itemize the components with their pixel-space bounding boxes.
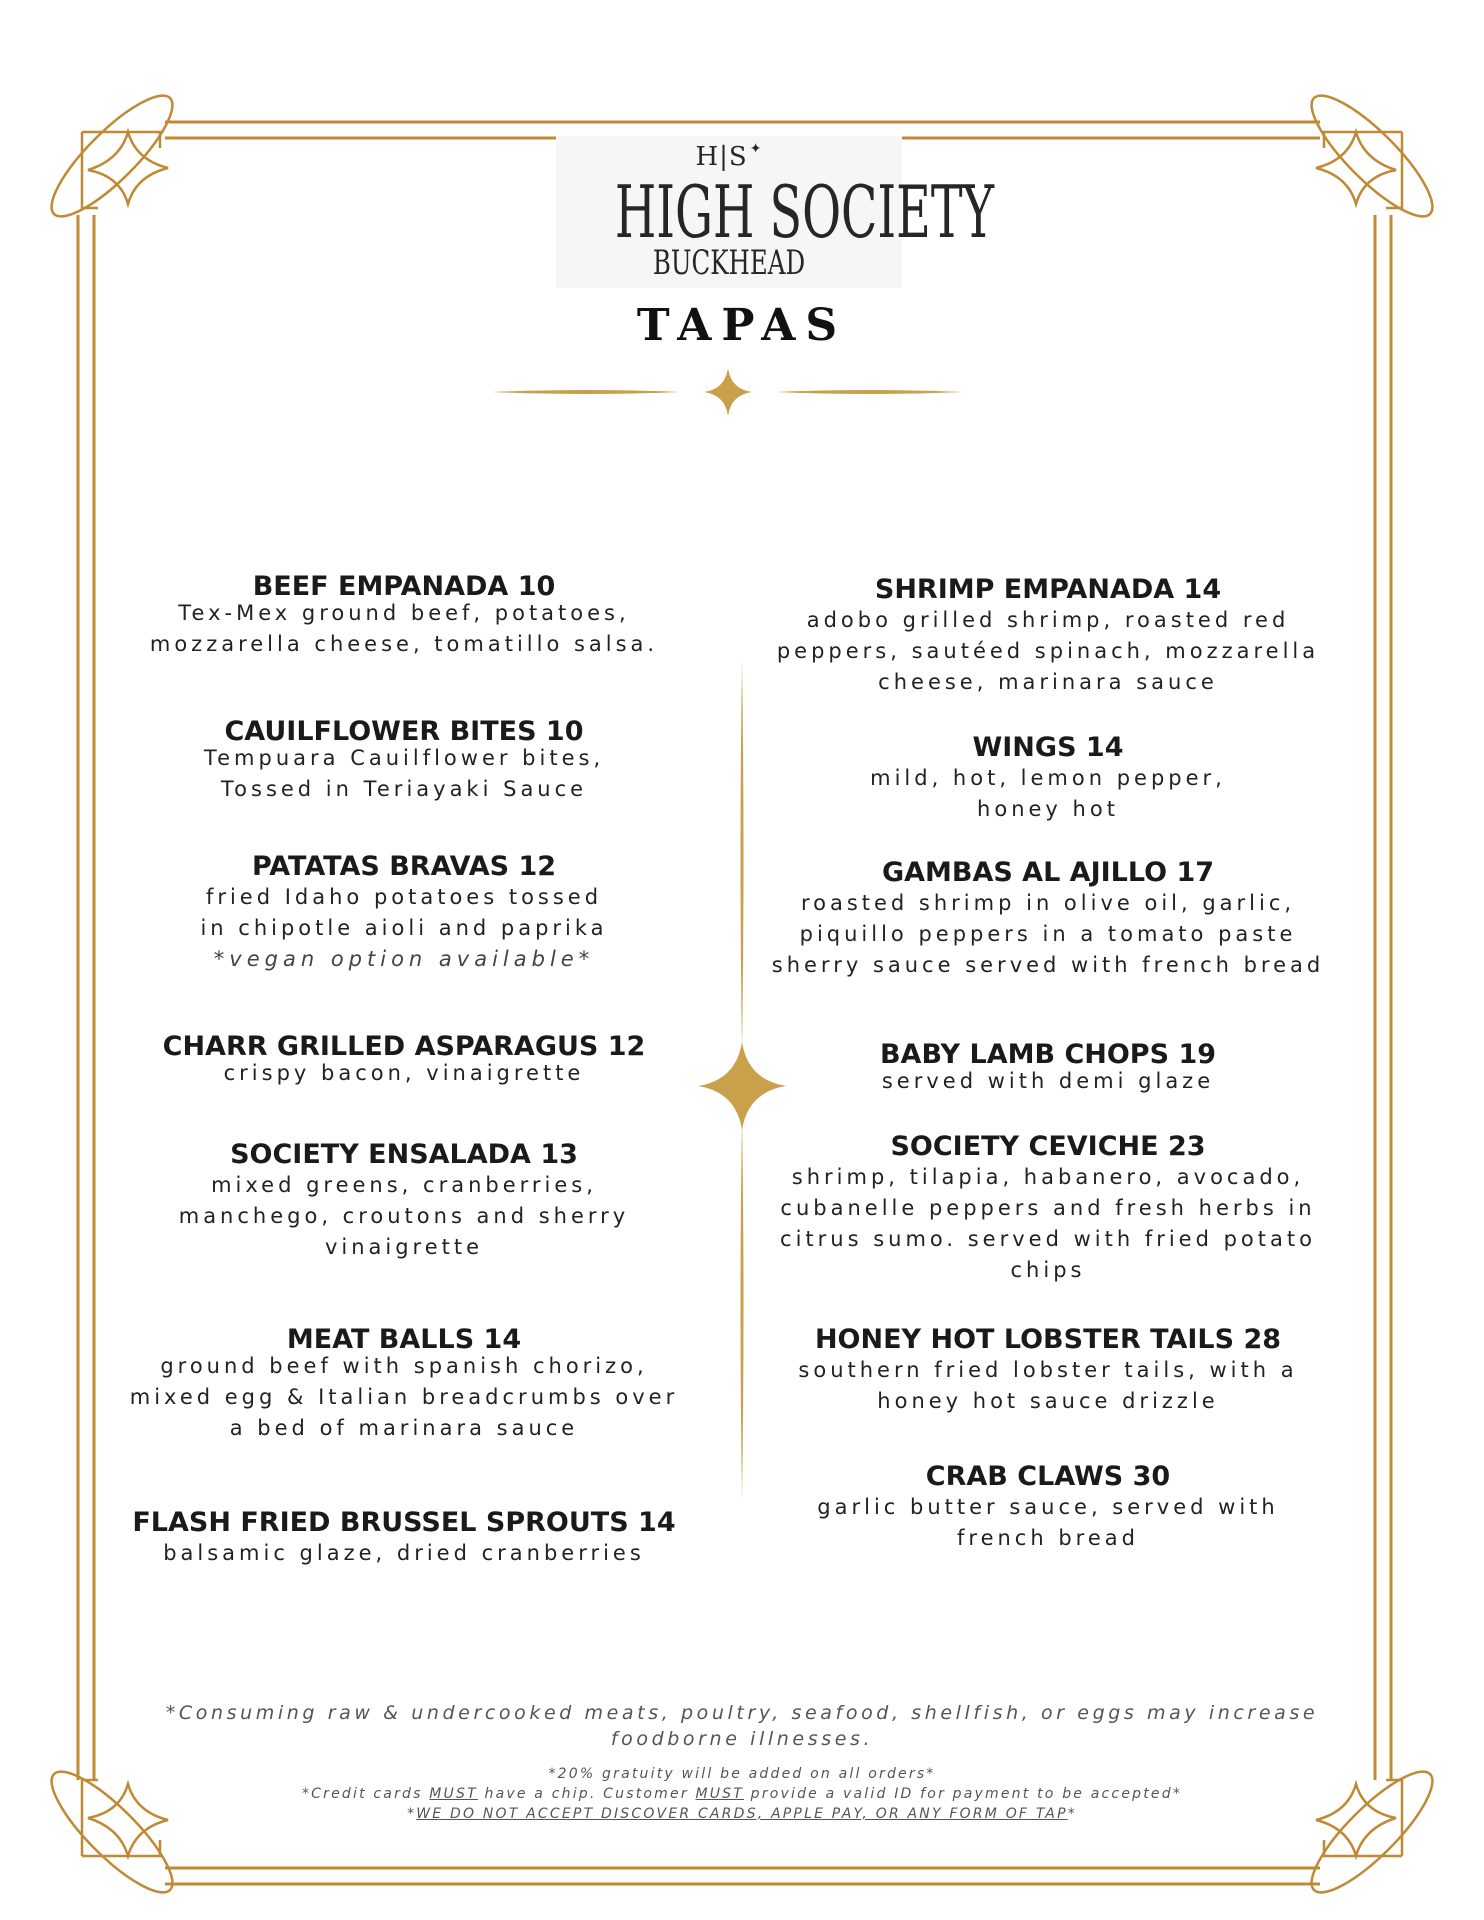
brand-name: HIGH SOCIETY	[614, 170, 994, 254]
menu-item-description: mixed greens, cranberries, manchego, croutons and sherry vinaigrette	[178, 1173, 630, 1259]
header-divider	[492, 368, 964, 416]
menu-item-title: SHRIMP EMPANADA 14	[874, 574, 1222, 605]
menu-item-title: WINGS 14	[972, 732, 1124, 763]
menu-item	[758, 575, 1338, 698]
raw-food-warning: *Consuming raw & undercooked meats, poultry, seafood, shellfish, or eggs may increase foodborne illnesses.	[165, 1702, 1319, 1750]
menu-item-title: BABY LAMB CHOPS 19	[879, 1039, 1217, 1070]
menu-item	[758, 858, 1338, 981]
menu-item-description: southern fried lobster tails, with a honey hot sauce drizzle	[798, 1358, 1298, 1413]
menu-item-title: SOCIETY ENSALADA 13	[230, 1139, 578, 1170]
menu-item-title: SOCIETY CEVICHE 23	[890, 1131, 1206, 1162]
menu-item-description: mild, hot, lemon pepper, honey hot	[870, 766, 1226, 821]
menu-item-description: shrimp, tilapia, habanero, avocado, cubanelle peppers and fresh herbs in citrus sumo. served with fried potato chips	[780, 1165, 1316, 1282]
gratuity-note: *20% gratuity will be added on all orders*	[548, 1766, 936, 1782]
menu-item	[124, 717, 684, 805]
sparkle-icon: ✦	[749, 141, 763, 157]
divider-star-icon	[704, 368, 752, 416]
menu-item-title: HONEY HOT LOBSTER TAILS 28	[814, 1324, 1282, 1355]
brand-location: BUCKHEAD	[652, 243, 806, 283]
menu-item-title: CAUILFLOWER BITES 10	[224, 716, 584, 747]
brand-logo	[556, 136, 994, 288]
corner-ornament-top-right	[1297, 81, 1447, 231]
menu-item-note: *vegan option available*	[213, 947, 595, 971]
menu-item-title: GAMBAS AL AJILLO 17	[881, 857, 1215, 888]
menu-item-description: roasted shrimp in olive oil, garlic, piquillo peppers in a tomato paste sherry sauce served with french bread	[771, 891, 1325, 977]
menu-item	[758, 1132, 1338, 1286]
menu-item	[758, 1462, 1338, 1554]
menu-item-title: CHARR GRILLED ASPARAGUS 12	[162, 1031, 646, 1062]
menu-item-description: garlic butter sauce, served with french bread	[817, 1495, 1279, 1550]
menu-item	[758, 1325, 1338, 1417]
menu-item	[124, 1140, 684, 1263]
menu-item-description: fried Idaho potatoes tossed in chipotle aioli and paprika	[200, 885, 608, 940]
menu-item-description: served with demi glaze	[881, 1069, 1215, 1093]
menu-item	[124, 1325, 684, 1444]
menu-item-title: FLASH FRIED BRUSSEL SPROUTS 14	[132, 1507, 676, 1538]
menu-item	[124, 572, 684, 660]
credit-card-note: *Credit cards MUST have a chip. Customer MUST provide a valid ID for payment to be accepted*	[301, 1786, 1183, 1802]
menu-item-title: BEEF EMPANADA 10	[252, 571, 556, 602]
menu-item-description: balsamic glaze, dried cranberries	[163, 1541, 645, 1565]
menu-item-description: Tempuara Cauilflower bites, Tossed in Teriayaki Sauce	[203, 746, 605, 801]
menu-item	[758, 733, 1338, 825]
section-title: TAPAS	[636, 300, 848, 351]
menu-item-description: ground beef with spanish chorizo, mixed egg & Italian breadcrumbs over a bed of marinara sauce	[129, 1354, 679, 1440]
brand-monogram: H|S ✦	[695, 141, 763, 172]
corner-ornament-top-left	[37, 81, 187, 231]
menu-item-description: crispy bacon, vinaigrette	[223, 1061, 585, 1085]
menu-item	[124, 1032, 684, 1089]
menu-item-description: Tex-Mex ground beef, potatoes, mozzarella cheese, tomatillo salsa.	[149, 601, 659, 656]
menu-item	[758, 1040, 1338, 1097]
menu-item	[124, 1508, 684, 1569]
menu-item-description: adobo grilled shrimp, roasted red peppers, sautéed spinach, mozzarella cheese, marinara sauce	[776, 608, 1320, 694]
menu-item-title: CRAB CLAWS 30	[925, 1461, 1171, 1492]
menu-item	[124, 852, 684, 975]
menu-item-title: MEAT BALLS 14	[286, 1324, 522, 1355]
menu-item-title: PATATAS BRAVAS 12	[251, 851, 557, 882]
payment-restriction-note: *WE DO NOT ACCEPT DISCOVER CARDS, APPLE PAY, OR ANY FORM OF TAP*	[407, 1806, 1077, 1822]
